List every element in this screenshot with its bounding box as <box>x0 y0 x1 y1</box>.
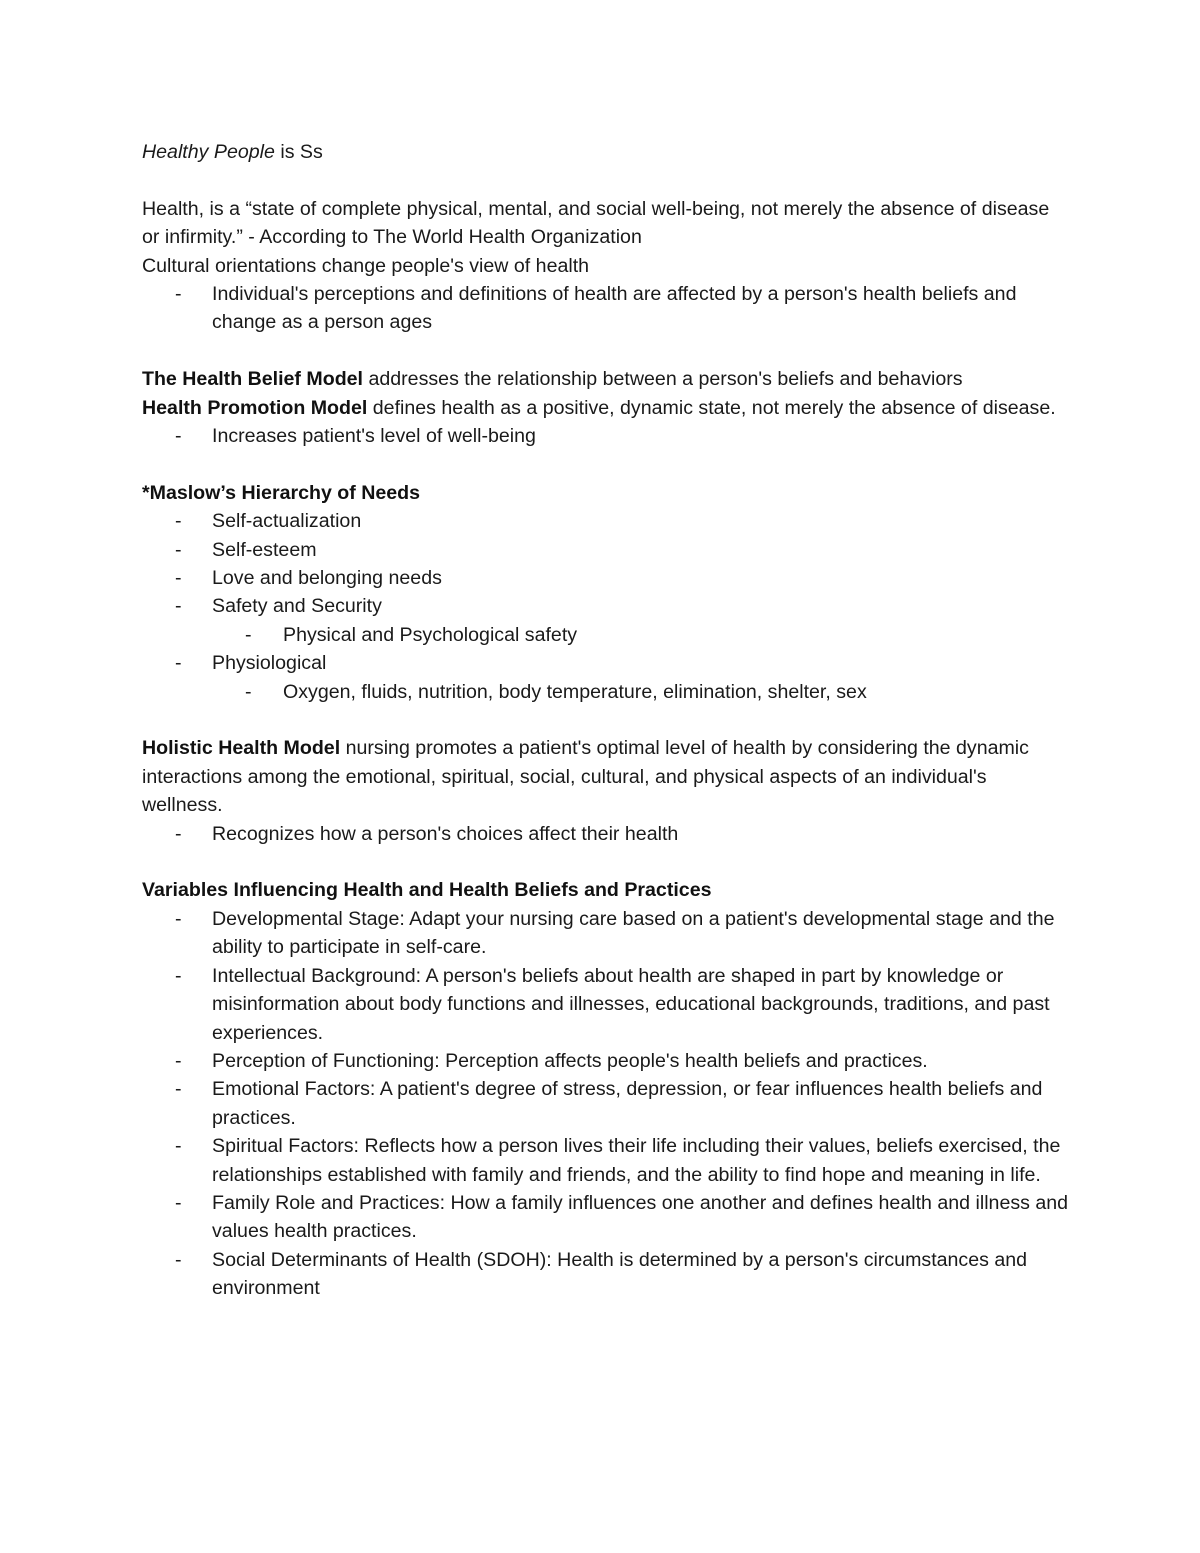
holistic-list <box>142 820 1072 848</box>
list-item: - Spiritual Factors: Reflects how a person lives their life including their values, beliefs exercised, the relationships established with family and friends, and the ability to find hope and meaning in life. <box>175 1135 1061 1186</box>
holistic-health-model: Holistic Health Model nursing promotes a patient's optimal level of health by considering the dynamic interactions among the emotional, spiritual, social, cultural, and physical aspects of an individual's wellness. <box>142 737 1029 817</box>
maslow-list <box>142 507 1072 706</box>
sub-list-item: - Oxygen, fluids, nutrition, body temperature, elimination, shelter, sex <box>245 680 867 703</box>
maslow-heading: *Maslow’s Hierarchy of Needs <box>142 481 421 504</box>
sublist <box>212 621 1072 649</box>
bullet-dash: - <box>175 425 182 448</box>
list-item: - Recognizes how a person's choices affect their health <box>175 822 679 845</box>
cultural-orientations: Cultural orientations change people's view of health <box>142 254 590 277</box>
healthy-people-line <box>142 138 1072 166</box>
document-page <box>142 138 1072 1303</box>
hpm-title: Health Promotion Model <box>142 396 368 419</box>
variables-list <box>142 905 1072 1303</box>
list-item: - Social Determinants of Health (SDOH): Health is determined by a person's circumstances and environment <box>175 1248 1028 1300</box>
list-item: - Safety and Security - Physical and Psychological safety <box>142 592 1072 649</box>
list-item: - Family Role and Practices: How a family influences one another and defines health and illness and values health practices. <box>175 1191 1069 1243</box>
list-item: - Perception of Functioning: Perception affects people's health beliefs and practices. <box>175 1049 928 1072</box>
list-item: - Increases patient's level of well-being <box>142 422 1072 450</box>
list-item: - Physiological - Oxygen, fluids, nutrition, body temperature, elimination, shelter, sex <box>142 649 1072 706</box>
hbm-title: The Health Belief Model <box>142 368 364 391</box>
holistic-title: Holistic Health Model <box>142 737 341 760</box>
health-promotion-model: Health Promotion Model defines health as a positive, dynamic state, not merely the absence of disease. <box>142 396 1056 419</box>
list-item: - Love and belonging needs <box>175 567 442 590</box>
healthy-people-title: Healthy People <box>142 141 275 163</box>
sub-list-item: - Physical and Psychological safety <box>245 623 578 646</box>
list-item: - Intellectual Background: A person's beliefs about health are shaped in part by knowledge or misinformation about body functions and illnesses, educational backgrounds, traditions, and past experiences. <box>175 964 1050 1044</box>
list-item: - Self-esteem <box>175 538 317 561</box>
list-item: - Developmental Stage: Adapt your nursing care based on a patient's developmental stage and the ability to participate in self-care. <box>175 907 1055 959</box>
list-item: - Individual's perceptions and definitions of health are affected by a person's health beliefs and change as a person ages <box>142 280 1072 337</box>
variables-heading: Variables Influencing Health and Health Beliefs and Practices <box>142 879 712 902</box>
list-item: - Emotional Factors: A patient's degree of stress, depression, or fear influences health beliefs and practices. <box>175 1078 1043 1129</box>
bullet-dash: - <box>175 283 182 306</box>
healthy-people-rest: is Ss <box>274 141 323 163</box>
who-definition: Health, is a “state of complete physical, mental, and social well-being, not merely the absence of disease or infirmity.” - According to The World Health Organization <box>142 197 1050 249</box>
health-belief-model: The Health Belief Model addresses the relationship between a person's beliefs and behaviors <box>142 368 963 391</box>
list-item: - Self-actualization <box>175 510 362 533</box>
hpm-list <box>142 422 1072 450</box>
cultural-list <box>142 280 1072 337</box>
sublist <box>212 678 1072 706</box>
